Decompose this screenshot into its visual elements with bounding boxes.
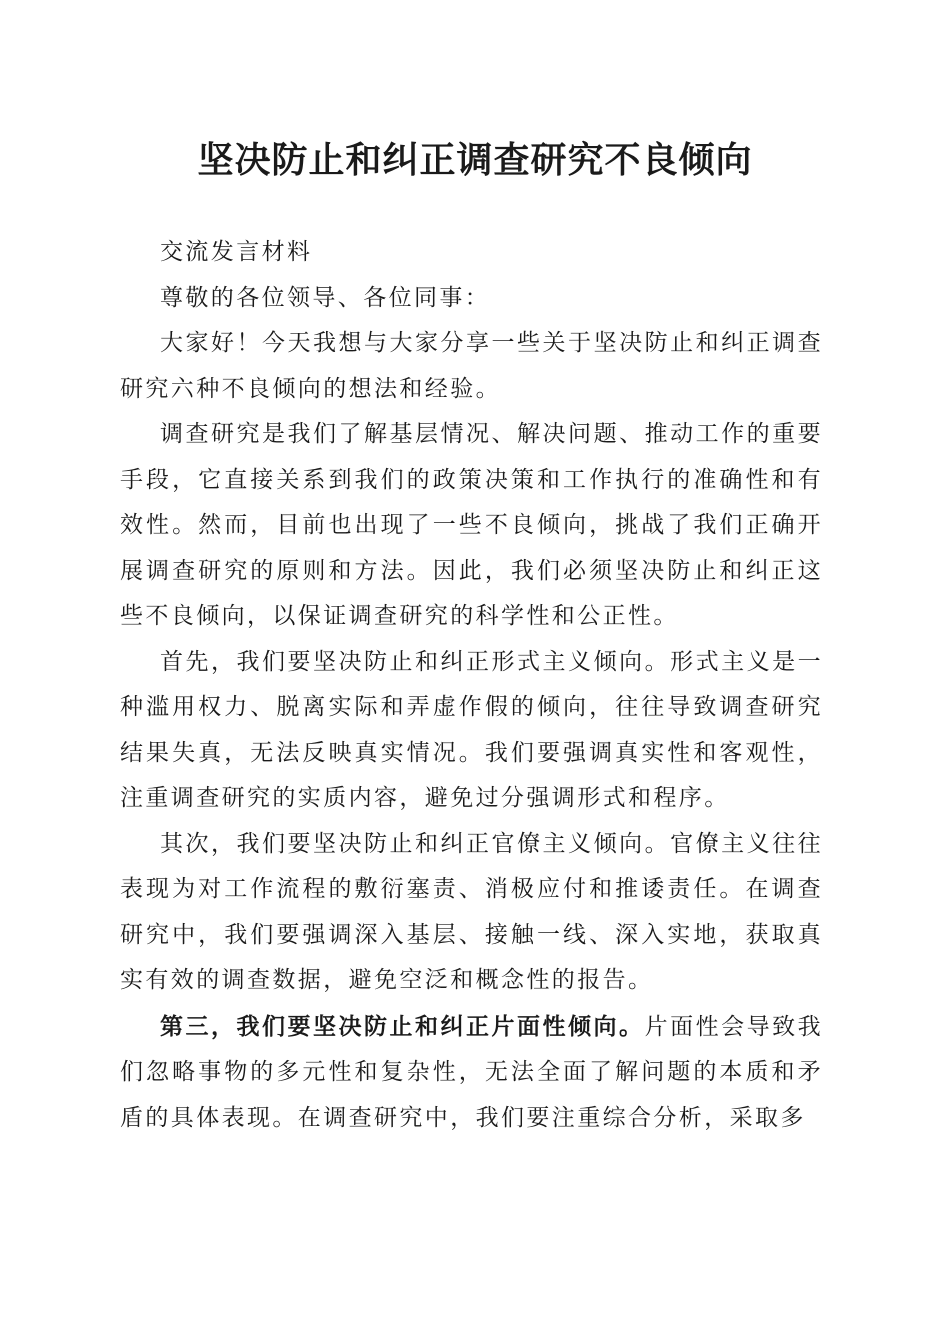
paragraph-text: 片面性会导致我们忽略事物的多元性和复杂性，无法全面了解问题的本质和矛盾的具体表现。在调查研究中，我们要注重综合分析，采取多 [120,1013,823,1131]
paragraph-formalism [120,640,823,822]
paragraph-one-sidedness [120,1004,823,1142]
document-body [120,230,823,1141]
paragraph-text: 大家好！今天我想与大家分享一些关于坚决防止和纠正调查研究六种不良倾向的想法和经验。 [120,330,823,402]
paragraph-text: 其次，我们要坚决防止和纠正官僚主义倾向。官僚主义往往表现为对工作流程的敷衍塞责、消极应付和推诿责任。在调查研究中，我们要强调深入基层、接触一线、深入实地，获取真实有效的调查数据，避免空泛和概念性的报告。 [120,830,823,993]
paragraph-bureaucratism [120,822,823,1004]
paragraph-greeting [120,321,823,412]
paragraph-lead-sentence: 第三，我们要坚决防止和纠正片面性倾向。 [160,1012,645,1040]
paragraph-text: 调查研究是我们了解基层情况、解决问题、推动工作的重要手段，它直接关系到我们的政策决策和工作执行的准确性和有效性。然而，目前也出现了一些不良倾向，挑战了我们正确开展调查研究的原则和方法。因此，我们必须坚决防止和纠正这些不良倾向，以保证调查研究的科学性和公正性。 [120,421,823,629]
paragraph-introduction [120,412,823,640]
salutation: 尊敬的各位领导、各位同事： [160,284,491,311]
document-title: 坚决防止和纠正调查研究不良倾向 [197,139,753,181]
subtitle: 交流发言材料 [160,239,313,265]
paragraph-text: 首先，我们要坚决防止和纠正形式主义倾向。形式主义是一种滥用权力、脱离实际和弄虚作假的倾向，往往导致调查研究结果失真，无法反映真实情况。我们要强调真实性和客观性，注重调查研究的实质内容，避免过分强调形式和程序。 [120,648,823,811]
